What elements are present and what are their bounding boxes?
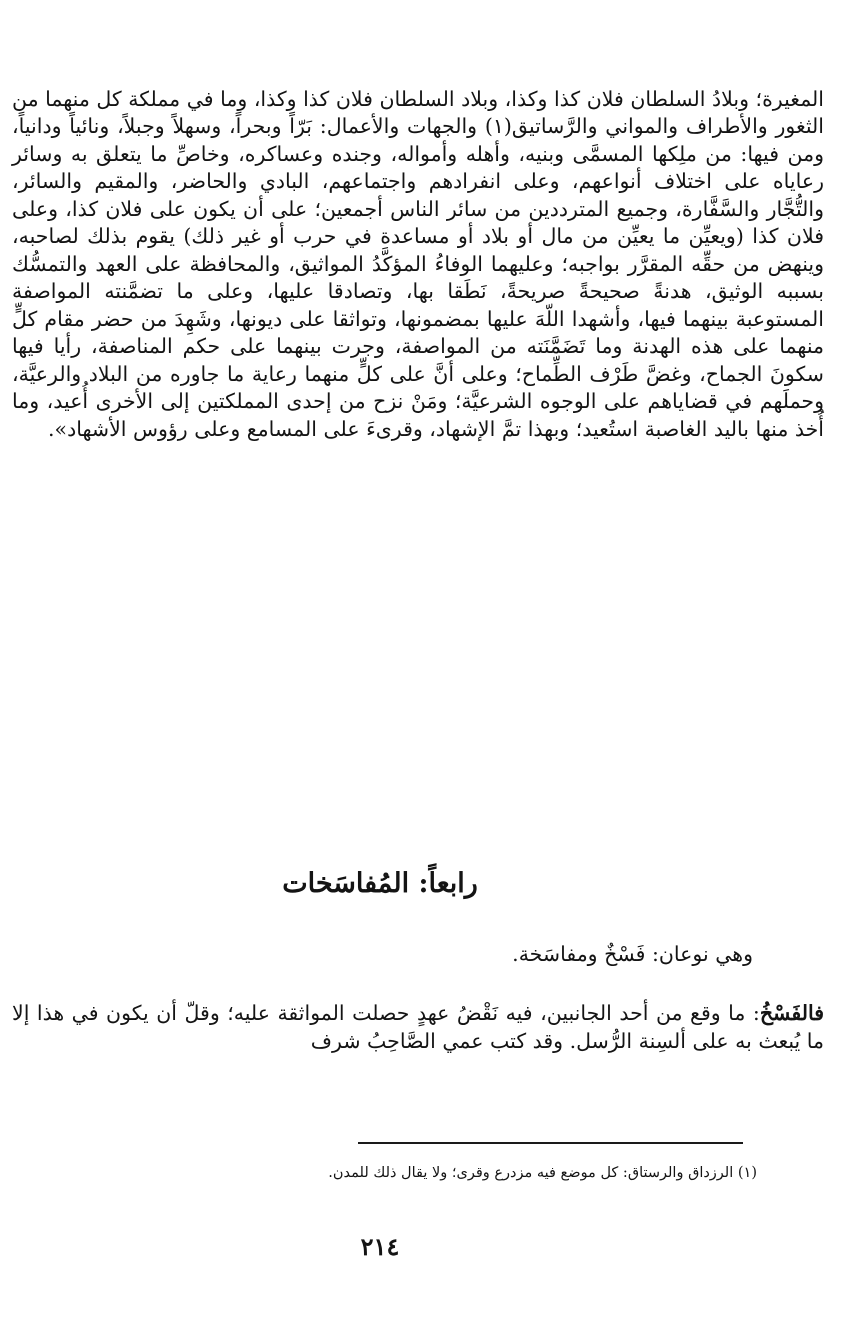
footnote-divider: [358, 1142, 743, 1144]
footnote: (١) الرزداق والرستاق: كل موضع فيه مزدرع وقرى؛ ولا يقال ذلك للمدن.: [328, 1165, 757, 1181]
page-number: ٢١٤: [360, 1232, 400, 1261]
faskh-term: فالفَسْخُ: [759, 1001, 824, 1025]
main-text-block: [12, 86, 824, 443]
faskh-paragraph-text: [12, 1000, 824, 1056]
faskh-paragraph: [12, 1000, 824, 1056]
body-paragraph: المغيرة؛ وبلادُ السلطان فلان كذا وكذا، وبلاد السلطان فلان كذا وكذا، وما في مملكة كل منهما من الثغور والأطراف والمواني والرَّساتيق(١) والجهات والأعمال: بَرّاً وبحراً، وسهلاً وجبلاً، ونائياً ودانياً، ومن فيها: من ملِكها المسمَّى وبنيه، وأهله وأمواله، وجنده وعساكره، وخاصِّ ما يتعلق به وسائر رعاياه على اختلاف أنواعهم، وعلى انفرادهم واجتماعهم، البادي والحاضر، والمقيم والسائر، والتُّجَّار والسَّفَّارة، وجميع المترددين من سائر الناس أجمعين؛ على أن يكون على فلان كذا، وعلى فلان كذا (ويعيِّن ما يعيِّن من مال أو بلاد أو مساعدة في حرب أو غير ذلك) يقوم بذلك لصاحبه، وينهض من حقِّه المقرَّر بواجبه؛ وعليهما الوفاءُ المؤكَّدُ المواثيق، والمحافظة على العهد والتمسُّك بسببه الوثيق، هدنةً صحيحةً صريحةً، نَطَقا بها، وتصادقا عليها، وعلى ما تضمَّنته المواصفة المستوعبة بينهما فيها، وأشهدا اللّهَ عليها بمضمونها، وتواثقا على ديونها، وشَهِدَ من حضر مقام كلٍّ منهما على هذه الهدنة وما تَضَمَّنَته من المواصفة، وجرت بينهما على حكم المناصفة، رأيا فيها سكونَ الجماح، وغضَّ طَرْف الطِّماح؛ وعلى أنَّ على كلٍّ منهما رعاية ما جاوره من البلاد والرعيَّة، وحملَهم في قضاياهم على الوجوه الشرعيَّة؛ ومَنْ نزح من إحدى المملكتين إلى الأخرى أُعيد، وما أُخذ منها باليد الغاصبة استُعيد؛ وبهذا تمَّ الإشهاد، وقرىءَ على المسامع وعلى رؤوس الأشهاد».: [12, 87, 825, 441]
section-intro: وهي نوعان: فَسْخٌ ومفاسَخة.: [512, 942, 753, 966]
faskh-definition: : ما وقع من أحد الجانبين، فيه نَقْضُ عهدٍ حصلت المواثقة عليه؛ وقلّ أن يكون في هذا إلا ما يُبعث به على ألسِنة الرُّسل. وقد كتب عمي الصَّاحِبُ شرف: [12, 1001, 824, 1053]
section-heading: رابعاً: المُفاسَخات: [282, 868, 478, 899]
